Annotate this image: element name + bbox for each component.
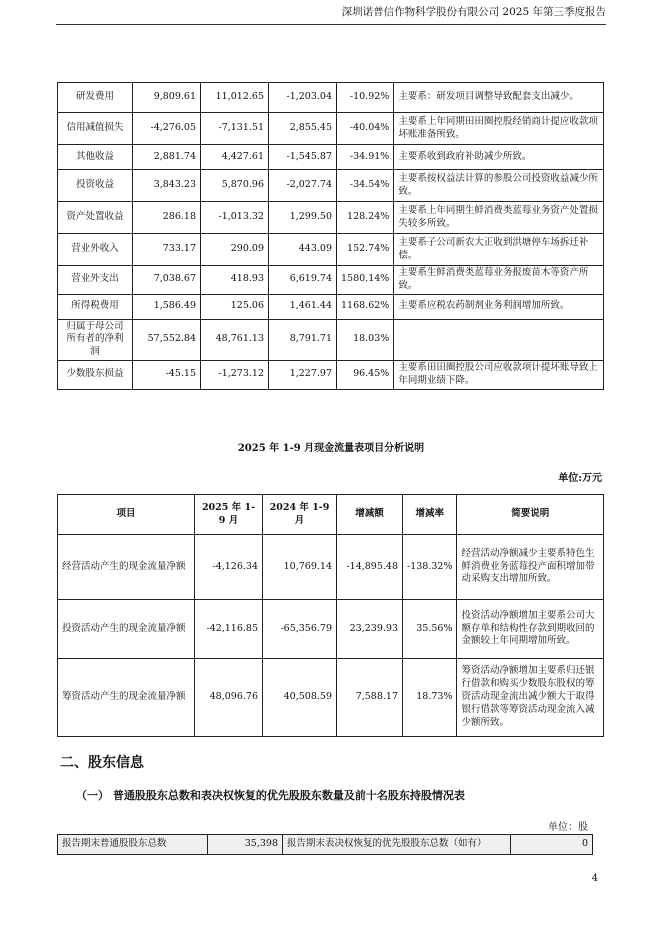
common-holders-label: 报告期末普通股股东总数 (58, 835, 208, 855)
row-diff: -1,545.87 (269, 145, 337, 170)
row-2025-value: 57,552.84 (133, 319, 201, 360)
row-note: 主要系田田圈控股公司应收款项计提坏账导致上年同期业绩下降。 (394, 361, 604, 390)
row-item: 营业外收入 (58, 234, 133, 266)
row-diff: -1,203.04 (269, 83, 337, 113)
col-header-previous: 2024 年 1-9 月 (263, 495, 337, 535)
row-item: 筹资活动产生的现金流量净额 (58, 659, 195, 737)
col-header-current: 2025 年 1-9 月 (195, 495, 263, 535)
row-diff: -14,895.48 (337, 535, 403, 600)
row-previous: 10,769.14 (263, 535, 337, 600)
row-2024-value: 125.06 (201, 294, 269, 319)
row-2025-value: 2,881.74 (133, 145, 201, 170)
row-rate: 18.03% (337, 319, 394, 360)
row-item: 归属于母公司所有者的净利润 (58, 319, 133, 360)
row-rate: 35.56% (403, 600, 457, 659)
row-item: 投资收益 (58, 170, 133, 202)
preferred-holders-label: 报告期末表决权恢复的优先股股东总数（如有） (283, 835, 511, 855)
row-previous: 40,508.59 (263, 659, 337, 737)
cashflow-table (57, 494, 604, 737)
table-row (58, 113, 604, 145)
section-title-shareholders: 二、股东信息 (60, 755, 144, 771)
row-current: 48,096.76 (195, 659, 263, 737)
row-note (394, 319, 604, 360)
row-note: 主要系按权益法计算的参股公司投资收益减少所致。 (394, 170, 604, 202)
row-2024-value: -1,013.32 (201, 202, 269, 234)
table-row (58, 294, 604, 319)
row-2024-value: 5,870.96 (201, 170, 269, 202)
page-number: 4 (591, 873, 598, 884)
row-2025-value: -4,276.05 (133, 113, 201, 145)
col-header-rate: 增减率 (403, 495, 457, 535)
row-rate: 128.24% (337, 202, 394, 234)
row-item: 经营活动产生的现金流量净额 (58, 535, 195, 600)
row-rate: -10.92% (337, 83, 394, 113)
row-item: 少数股东损益 (58, 361, 133, 390)
row-2024-value: 11,012.65 (201, 83, 269, 113)
table-row (58, 170, 604, 202)
row-diff: 443.09 (269, 234, 337, 266)
row-2025-value: 3,843.23 (133, 170, 201, 202)
row-note: 主要系收到政府补助减少所致。 (394, 145, 604, 170)
row-2025-value: 9,809.61 (133, 83, 201, 113)
row-note: 经营活动净额减少主要系特色生鲜消费业务蓝莓投产面积增加带动采购支出增加所致。 (457, 535, 604, 600)
col-header-diff: 增减额 (337, 495, 403, 535)
table-row (58, 535, 604, 600)
row-item: 信用减值损失 (58, 113, 133, 145)
row-diff: 1,299.50 (269, 202, 337, 234)
row-diff: 8,791.71 (269, 319, 337, 360)
row-diff: -2,027.74 (269, 170, 337, 202)
row-2025-value: 1,586.49 (133, 294, 201, 319)
table-row (58, 145, 604, 170)
row-diff: 1,227.97 (269, 361, 337, 390)
row-rate: 1168.62% (337, 294, 394, 319)
row-diff: 7,588.17 (337, 659, 403, 737)
row-item: 投资活动产生的现金流量净额 (58, 600, 195, 659)
shareholder-unit: 单位：股 (548, 822, 588, 833)
profit-changes-table (57, 82, 604, 390)
row-2025-value: -45.15 (133, 361, 201, 390)
col-header-item: 项目 (58, 495, 195, 535)
row-current: -42,116.85 (195, 600, 263, 659)
shareholder-count-table (57, 834, 593, 855)
row-note: 主要系子公司新农大正收到洪塘停车场拆迁补偿。 (394, 234, 604, 266)
row-item: 资产处置收益 (58, 202, 133, 234)
common-holders-value: 35,398 (208, 835, 283, 855)
row-2025-value: 7,038.67 (133, 266, 201, 295)
subsection-title: （一） 普通股股东总数和表决权恢复的优先股股东数量及前十名股东持股情况表 (76, 789, 465, 802)
row-2024-value: 290.09 (201, 234, 269, 266)
col-header-note: 简要说明 (457, 495, 604, 535)
table-row (58, 202, 604, 234)
row-2025-value: 733.17 (133, 234, 201, 266)
row-current: -4,126.34 (195, 535, 263, 600)
row-item: 营业外支出 (58, 266, 133, 295)
row-diff: 23,239.93 (337, 600, 403, 659)
table-row (58, 361, 604, 390)
row-note: 主要系上年同期生鲜消费类蓝莓业务资产处置损失较多所致。 (394, 202, 604, 234)
row-rate: -34.91% (337, 145, 394, 170)
row-rate: 152.74% (337, 234, 394, 266)
header-divider (56, 24, 606, 25)
table-row (58, 83, 604, 113)
table-row (58, 600, 604, 659)
row-2024-value: 48,761.13 (201, 319, 269, 360)
row-diff: 2,855.45 (269, 113, 337, 145)
table-row (58, 659, 604, 737)
row-rate: -138.32% (403, 535, 457, 600)
row-2024-value: -1,273.12 (201, 361, 269, 390)
row-rate: -40.04% (337, 113, 394, 145)
row-note: 主要系应税农药制剂业务利润增加所致。 (394, 294, 604, 319)
row-rate: 96.45% (337, 361, 394, 390)
row-note: 筹资活动净额增加主要系归还银行借款和购买少数股东股权的筹资活动现金流出减少额大于取得银行借款等筹资活动现金流入减少额所致。 (457, 659, 604, 737)
row-rate: -34.54% (337, 170, 394, 202)
row-item: 所得税费用 (58, 294, 133, 319)
cashflow-caption: 2025 年 1-9 月现金流量表项目分析说明 (237, 443, 425, 454)
preferred-holders-value: 0 (511, 835, 593, 855)
row-item: 研发费用 (58, 83, 133, 113)
report-header-title: 深圳诺普信作物科学股份有限公司 2025 年第三季度报告 (341, 6, 606, 18)
row-2024-value: 4,427.61 (201, 145, 269, 170)
cashflow-unit: 单位:万元 (558, 473, 602, 484)
row-diff: 1,461.44 (269, 294, 337, 319)
row-2024-value: -7,131.51 (201, 113, 269, 145)
row-diff: 6,619.74 (269, 266, 337, 295)
row-note: 投资活动净额增加主要系公司大额存单和结构性存款到期收回的金额较上年同期增加所致。 (457, 600, 604, 659)
row-2025-value: 286.18 (133, 202, 201, 234)
row-item: 其他收益 (58, 145, 133, 170)
row-2024-value: 418.93 (201, 266, 269, 295)
row-previous: -65,356.79 (263, 600, 337, 659)
row-note: 主要系：研发项目调整导致配套支出减少。 (394, 83, 604, 113)
table-row (58, 319, 604, 360)
row-note: 主要系生鲜消费类蓝莓业务报废苗木等资产所致。 (394, 266, 604, 295)
row-rate: 1580.14% (337, 266, 394, 295)
table-row (58, 234, 604, 266)
row-note: 主要系上年同期田田圈控股经销商计提应收款项坏账准备所致。 (394, 113, 604, 145)
table-row (58, 266, 604, 295)
row-rate: 18.73% (403, 659, 457, 737)
